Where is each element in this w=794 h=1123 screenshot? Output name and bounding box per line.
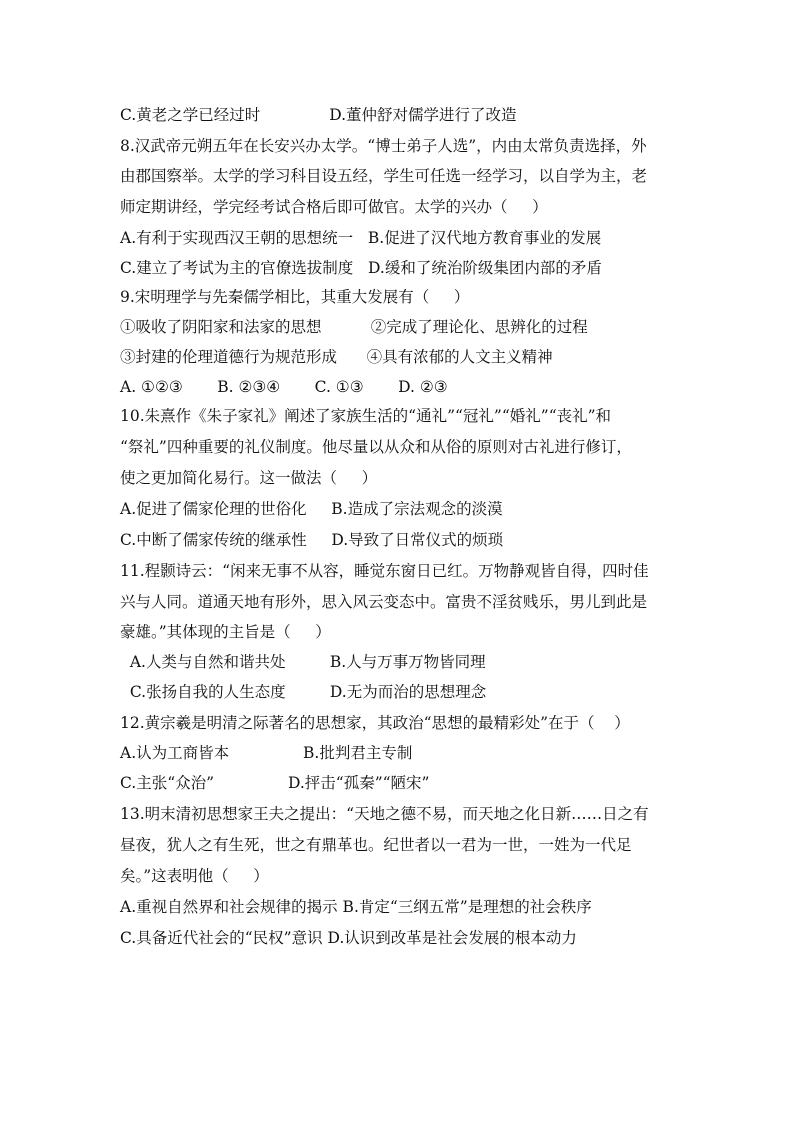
q8-stem-line-3: 师定期讲经，学完经考试合格后即可做官。太学的兴办（ ） <box>120 198 548 216</box>
q13-stem-line-2: 昼夜，犹人之有生死，世之有鼎革也。纪世者以一君为一世，一姓为一代足 <box>120 836 632 854</box>
q12-stem: 12.黄宗羲是明清之际著名的思想家，其政治“思想的最精彩处”在于（ ） <box>120 714 630 732</box>
q9-options: A. ①②③ B. ②③④ C. ①③ D. ②③ <box>120 378 448 396</box>
q11-stem-line-2: 兴与人同。道通天地有形外，思入风云变态中。富贵不淫贫贱乐，男儿到此是 <box>120 593 648 611</box>
q8-options-ab: A.有利于实现西汉王朝的思想统一 B.促进了汉代地方教育事业的发展 <box>120 229 602 247</box>
q10-stem-line-2: “祭礼”四种重要的礼仪制度。他尽量以从众和从俗的原则对古礼进行修订， <box>120 438 632 456</box>
q11-stem-line-3: 豪雄。”其体现的主旨是（ ） <box>120 623 331 641</box>
q13-stem-line-1: 13.明末清初思想家王夫之提出：“天地之德不易，而天地之化日新……日之有 <box>120 805 649 823</box>
q9-items-1-2: ①吸收了阴阳家和法家的思想 ②完成了理论化、思辨化的过程 <box>120 318 588 336</box>
q10-stem-line-1: 10.朱熹作《朱子家礼》阐述了家族生活的“通礼”“冠礼”“婚礼”“丧礼”和 <box>120 407 612 425</box>
q8-stem-line-1: 8.汉武帝元朔五年在长安兴办太学。“博士弟子人选”，内由太常负责选择，外 <box>120 137 647 155</box>
q12-options-cd: C.主张“众治” D.抨击“孤秦”“陋宋” <box>120 774 430 792</box>
q11-options-ab: A.人类与自然和谐共处 B.人与万事万物皆同理 <box>120 653 486 671</box>
q11-options-cd: C.张扬自我的人生态度 D.无为而治的思想理念 <box>120 683 487 701</box>
q13-options-ab: A.重视自然界和社会规律的揭示 B.肯定“三纲五常”是理想的社会秩序 <box>120 898 592 916</box>
q9-stem: 9.宋明理学与先秦儒学相比，其重大发展有（ ） <box>120 288 470 306</box>
q10-stem-line-3: 使之更加简化易行。这一做法（ ） <box>120 469 378 487</box>
q8-options-cd: C.建立了考试为主的官僚选拔制度 D.缓和了统治阶级集团内部的矛盾 <box>120 259 602 277</box>
q10-options-cd: C.中断了儒家传统的继承性 D.导致了日常仪式的烦琐 <box>120 531 504 549</box>
q8-stem-line-2: 由郡国察举。太学的学习科目设五经，学生可任选一经学习，以自学为主，老 <box>120 167 648 185</box>
q13-options-cd: C.具备近代社会的“民权”意识 D.认识到改革是社会发展的根本动力 <box>120 929 577 947</box>
q11-stem-line-1: 11.程颢诗云：“闲来无事不从容，睡觉东窗日已红。万物静观皆自得，四时佳 <box>120 562 649 580</box>
q9-items-3-4: ③封建的伦理道德行为规范形成 ④具有浓郁的人文主义精神 <box>120 348 553 366</box>
q7-options-cd: C.黄老之学已经过时 D.董仲舒对儒学进行了改造 <box>120 106 517 124</box>
q10-options-ab: A.促进了儒家伦理的世俗化 B.造成了宗法观念的淡漠 <box>120 500 503 518</box>
q13-stem-line-3: 矣。”这表明他（ ） <box>120 867 269 885</box>
q12-options-ab: A.认为工商皆本 B.批判君主专制 <box>120 744 413 762</box>
